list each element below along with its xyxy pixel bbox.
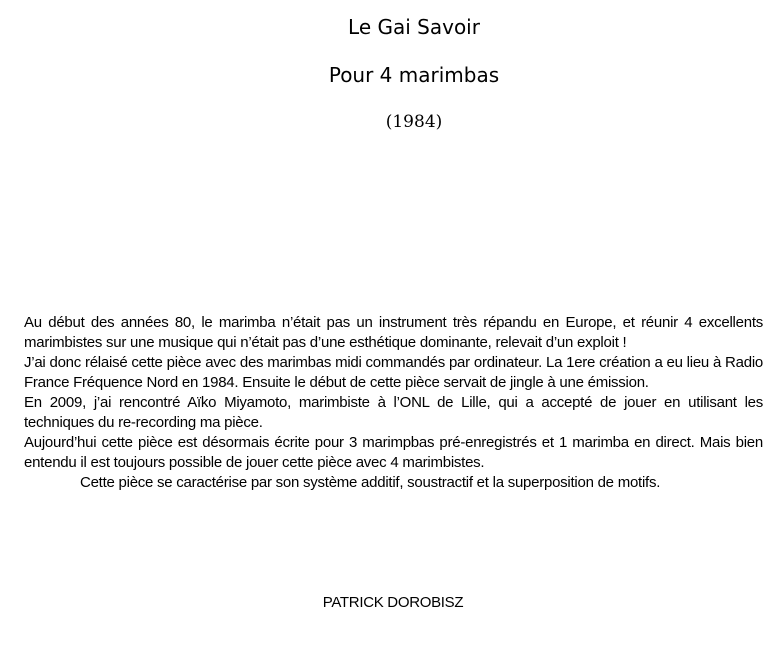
paragraph-intro: Au début des années 80, le marimba n’était pas un instrument très répandu en Europe, et réunir 4 excellents marimbistes sur une musique qui n’était pas d’une esthétique dominante, relevait d’un exploit ! — [24, 314, 763, 351]
paragraph-today: Aujourd’hui cette pièce est désormais écrite pour 3 marimpbas pré-enregistrés et 1 marimba en direct. Mais bien entendu il est toujours possible de jouer cette pièce avec 4 marimbistes. — [24, 434, 763, 471]
document-year: (1984) — [385, 112, 443, 132]
paragraph-system: Cette pièce se caractérise par son système additif, soustractif et la superposition de motifs. — [80, 474, 661, 491]
paragraph-2009: En 2009, j’ai rencontré Aïko Miyamoto, marimbiste à l’ONL de Lille, qui a accepté de jouer en utilisant les techniques du re-recording ma pièce. — [24, 394, 763, 431]
body-text — [24, 313, 763, 493]
paragraph-creation: J’ai donc rélaisé cette pièce avec des marimbas midi commandés par ordinateur. La 1ere création a eu lieu à Radio France Fréquence Nord en 1984. Ensuite le début de cette pièce servait de jingle à une émission. — [24, 354, 763, 391]
author-name: PATRICK DOROBISZ — [322, 594, 464, 611]
document-subtitle: Pour 4 marimbas — [328, 63, 500, 87]
document-title: Le Gai Savoir — [348, 15, 480, 39]
